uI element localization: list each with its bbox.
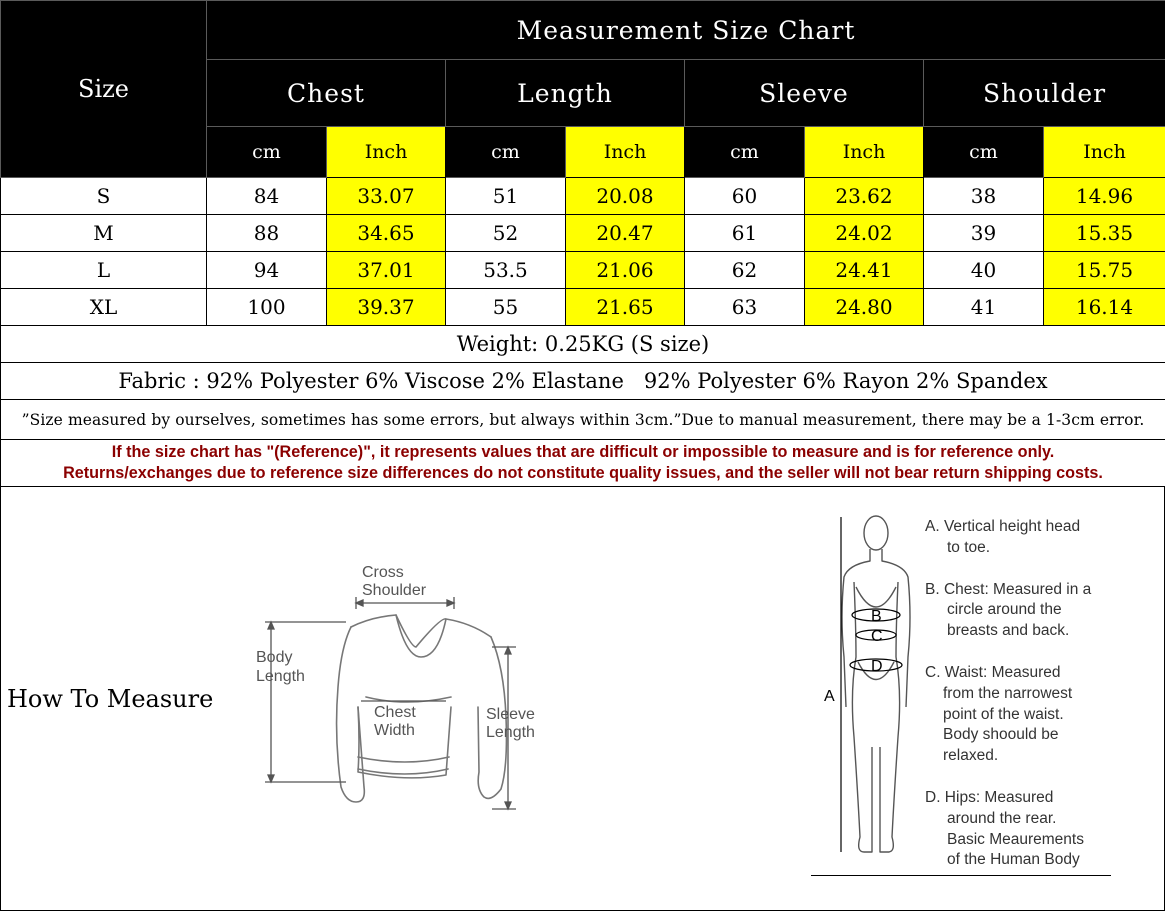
sleeve-inch-cell: 24.80 bbox=[805, 289, 924, 326]
chest-cm-cell: 88 bbox=[207, 215, 327, 252]
how-to-measure-title: How To Measure bbox=[7, 685, 214, 713]
chest-inch-cell: 39.37 bbox=[327, 289, 446, 326]
shoulder-inch-cell: 14.96 bbox=[1044, 178, 1165, 215]
sleeve-header: Sleeve bbox=[685, 60, 924, 127]
shoulder-cm-cell: 40 bbox=[924, 252, 1044, 289]
legend-d-line-1: D. Hips: Measured bbox=[925, 788, 1054, 806]
length-inch-cell: 21.65 bbox=[566, 289, 685, 326]
legend-b-line-2: circle around the bbox=[947, 601, 1062, 619]
human-body-figure-icon bbox=[816, 507, 926, 887]
chest-header: Chest bbox=[207, 60, 446, 127]
cross-label-1: Cross bbox=[362, 564, 404, 581]
chest-cm-cell: 84 bbox=[207, 178, 327, 215]
legend-a-line-2: to toe. bbox=[947, 538, 991, 556]
shoulder-cm-cell: 39 bbox=[924, 215, 1044, 252]
size-cell: L bbox=[1, 252, 207, 289]
length-inch-cell: 21.06 bbox=[566, 252, 685, 289]
sleeve-cm-cell: 60 bbox=[685, 178, 805, 215]
legend-d-line-2: around the rear. bbox=[947, 809, 1057, 827]
sleeve-cm-cell: 63 bbox=[685, 289, 805, 326]
label-c: C bbox=[871, 628, 883, 645]
chest-inch-header: Inch bbox=[327, 127, 446, 178]
legend-d-line-3: Basic Meaurements bbox=[947, 830, 1084, 848]
length-inch-cell: 20.47 bbox=[566, 215, 685, 252]
body-length-label-1: Body bbox=[256, 649, 293, 666]
sleeve-cm-header: cm bbox=[685, 127, 805, 178]
chest-inch-cell: 33.07 bbox=[327, 178, 446, 215]
sweater-sketch-icon bbox=[246, 557, 576, 827]
shoulder-inch-header: Inch bbox=[1044, 127, 1165, 178]
size-cell: M bbox=[1, 215, 207, 252]
legend-item-a bbox=[925, 517, 1155, 559]
sleeve-cm-cell: 61 bbox=[685, 215, 805, 252]
sleeve-inch-cell: 24.41 bbox=[805, 252, 924, 289]
length-cm-cell: 53.5 bbox=[446, 252, 566, 289]
figure-baseline bbox=[811, 875, 1111, 876]
chart-title: Measurement Size Chart bbox=[207, 1, 1165, 60]
sleeve-length-label-1: Sleeve bbox=[486, 706, 535, 723]
legend-c-line-1: C. Waist: Measured bbox=[925, 663, 1061, 681]
shoulder-header: Shoulder bbox=[924, 60, 1165, 127]
legend-c-line-2: from the narrowest bbox=[943, 684, 1073, 702]
chest-inch-cell: 37.01 bbox=[327, 252, 446, 289]
label-b: B bbox=[871, 608, 882, 625]
legend-c-line-5: relaxed. bbox=[943, 747, 999, 765]
chest-width-label-1: Chest bbox=[374, 704, 416, 721]
sleeve-cm-cell: 62 bbox=[685, 252, 805, 289]
table-row bbox=[1, 289, 1165, 326]
measurement-error-note: ”Size measured by ourselves, sometimes has some errors, but always within 3cm.”Due to manual measurement, there may be a 1-3cm error. bbox=[1, 400, 1165, 440]
chest-cm-cell: 94 bbox=[207, 252, 327, 289]
legend-item-d bbox=[925, 788, 1155, 871]
sleeve-inch-header: Inch bbox=[805, 127, 924, 178]
how-to-measure-section bbox=[0, 487, 1165, 911]
length-header: Length bbox=[446, 60, 685, 127]
cross-label-2: Shoulder bbox=[362, 582, 427, 599]
measurement-legend bbox=[925, 517, 1155, 892]
legend-c-line-4: Body shoould be bbox=[943, 726, 1059, 744]
sleeve-length-label-2: Length bbox=[486, 724, 535, 741]
shoulder-inch-cell: 15.35 bbox=[1044, 215, 1165, 252]
legend-c-line-3: point of the waist. bbox=[943, 705, 1064, 723]
shoulder-inch-cell: 15.75 bbox=[1044, 252, 1165, 289]
label-d: D bbox=[871, 658, 883, 675]
reference-warning bbox=[1, 440, 1165, 487]
legend-item-c bbox=[925, 663, 1155, 767]
warning-line-2: Returns/exchanges due to reference size differences do not constitute quality issues, and the seller will not bear return shipping costs. bbox=[63, 464, 1103, 482]
table-row bbox=[1, 178, 1165, 215]
legend-b-line-3: breasts and back. bbox=[947, 622, 1070, 640]
sleeve-inch-cell: 23.62 bbox=[805, 178, 924, 215]
size-cell: S bbox=[1, 178, 207, 215]
length-cm-cell: 51 bbox=[446, 178, 566, 215]
chest-cm-cell: 100 bbox=[207, 289, 327, 326]
shoulder-cm-cell: 41 bbox=[924, 289, 1044, 326]
chest-inch-cell: 34.65 bbox=[327, 215, 446, 252]
chest-width-label-2: Width bbox=[374, 722, 415, 739]
legend-d-line-4: of the Human Body bbox=[947, 851, 1080, 869]
length-cm-header: cm bbox=[446, 127, 566, 178]
weight-note: Weight: 0.25KG (S size) bbox=[1, 326, 1165, 363]
shoulder-inch-cell: 16.14 bbox=[1044, 289, 1165, 326]
table-row bbox=[1, 252, 1165, 289]
legend-item-b bbox=[925, 580, 1155, 642]
fabric-note: Fabric : 92% Polyester 6% Viscose 2% Elastane 92% Polyester 6% Rayon 2% Spandex bbox=[1, 363, 1165, 400]
size-header: Size bbox=[1, 1, 207, 178]
size-cell: XL bbox=[1, 289, 207, 326]
shoulder-cm-cell: 38 bbox=[924, 178, 1044, 215]
table-row bbox=[1, 215, 1165, 252]
legend-b-line-1: B. Chest: Measured in a bbox=[925, 580, 1092, 598]
warning-line-1: If the size chart has "(Reference)", it represents values that are difficult or impossible to measure and is for reference only. bbox=[111, 443, 1055, 461]
body-length-label-2: Length bbox=[256, 668, 305, 685]
chest-cm-header: cm bbox=[207, 127, 327, 178]
label-a: A bbox=[824, 688, 835, 705]
legend-a-line-1: A. Vertical height head bbox=[925, 518, 1081, 535]
length-inch-cell: 20.08 bbox=[566, 178, 685, 215]
sleeve-inch-cell: 24.02 bbox=[805, 215, 924, 252]
length-inch-header: Inch bbox=[566, 127, 685, 178]
length-cm-cell: 52 bbox=[446, 215, 566, 252]
shoulder-cm-header: cm bbox=[924, 127, 1044, 178]
length-cm-cell: 55 bbox=[446, 289, 566, 326]
